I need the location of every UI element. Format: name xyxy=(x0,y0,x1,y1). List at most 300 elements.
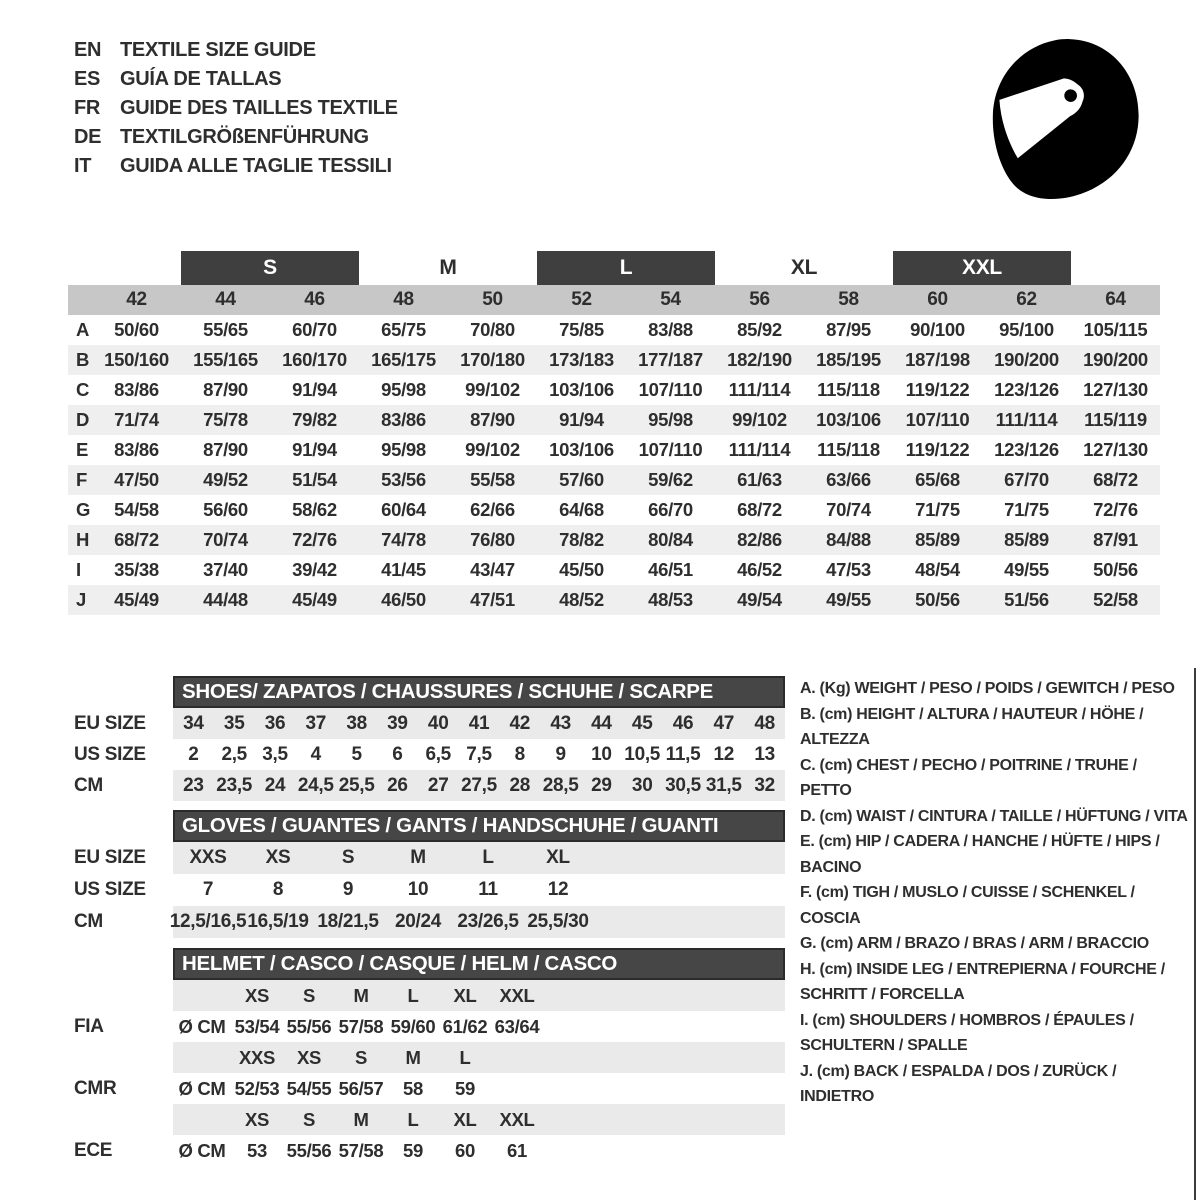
guide-title: GUÍA DE TALLAS xyxy=(120,68,282,90)
gloves-value-band xyxy=(173,874,785,906)
size-column-header: 48 xyxy=(393,289,414,310)
helmet-value-cell: 57/58 xyxy=(338,1015,384,1037)
row-letter: I xyxy=(76,559,81,580)
size-value-cell: 177/187 xyxy=(638,349,703,370)
size-value-cell: 119/122 xyxy=(905,379,970,400)
shoes-value-cell: 27 xyxy=(427,774,449,796)
size-value-cell: 64/68 xyxy=(559,499,604,520)
helmet-size-header: XL xyxy=(453,1108,477,1130)
shoes-row xyxy=(68,770,792,801)
helmet-icon xyxy=(982,32,1144,200)
gloves-row xyxy=(68,842,792,874)
shoes-value-cell: 48 xyxy=(754,712,775,734)
size-value-cell: 47/51 xyxy=(470,589,515,610)
legend-entry: E. (cm) HIP / CADERA / HANCHE / HÜFTE / HIPS / BACINO xyxy=(800,833,1160,876)
size-value-cell: 51/56 xyxy=(1004,589,1049,610)
shoes-value-cell: 47 xyxy=(713,712,735,734)
shoes-value-cell: 2 xyxy=(188,743,199,765)
size-value-cell: 70/80 xyxy=(470,319,515,340)
size-value-cell: 107/110 xyxy=(638,379,703,400)
shoes-value-cell: 4 xyxy=(310,743,321,765)
size-column-header: 42 xyxy=(126,289,147,310)
size-value-cell: 47/53 xyxy=(826,559,871,580)
gloves-value-cell: 7 xyxy=(202,879,214,900)
helmet-size-header: XXL xyxy=(499,984,535,1006)
helmet-value-cell: 52/53 xyxy=(234,1077,280,1099)
language-row xyxy=(74,65,398,94)
guide-title: TEXTILE SIZE GUIDE xyxy=(120,39,316,61)
size-value-cell: 85/92 xyxy=(737,319,782,340)
measurement-legend xyxy=(800,676,1192,1110)
gloves-value-cell: 16,5/19 xyxy=(247,911,309,932)
helmet-value-band xyxy=(173,1011,785,1042)
gloves-value-cell: 25,5/30 xyxy=(527,911,589,932)
size-value-cell: 71/75 xyxy=(915,499,960,520)
size-value-cell: 185/195 xyxy=(816,349,881,370)
shoes-value-cell: 34 xyxy=(183,712,204,734)
legend-entry: C. (cm) CHEST / PECHO / POITRINE / TRUHE / PETTO xyxy=(800,756,1137,799)
table-row xyxy=(68,555,1160,585)
size-value-cell: 155/165 xyxy=(193,349,258,370)
size-value-cell: 127/130 xyxy=(1083,439,1148,460)
size-value-cell: 91/94 xyxy=(292,379,337,400)
size-value-cell: 45/49 xyxy=(292,589,337,610)
size-value-cell: 48/53 xyxy=(648,589,693,610)
row-letter: E xyxy=(76,439,89,460)
helmet-band-spacer xyxy=(68,1104,173,1135)
size-value-cell: 170/180 xyxy=(460,349,525,370)
size-value-cell: 59/62 xyxy=(648,469,693,490)
size-value-cell: 71/74 xyxy=(114,409,159,430)
size-group-row xyxy=(68,251,1160,285)
helmet-size-header: S xyxy=(302,984,316,1006)
helmet-value-band xyxy=(173,1135,785,1166)
row-letter: A xyxy=(76,319,90,340)
diameter-unit-label: Ø CM xyxy=(178,1077,226,1099)
legend-entry: D. (cm) WAIST / CINTURA / TAILLE / HÜFTUNG / VITA xyxy=(800,807,1188,825)
row-letter: B xyxy=(76,349,90,370)
shoes-value-cell: 23 xyxy=(183,774,204,796)
shoes-value-cell: 7,5 xyxy=(466,743,492,765)
size-value-cell: 83/86 xyxy=(381,409,426,430)
size-value-cell: 119/122 xyxy=(905,439,970,460)
page-edge-line xyxy=(1194,668,1196,1200)
guide-title: GUIDE DES TAILLES TEXTILE xyxy=(120,97,398,119)
table-row xyxy=(68,465,1160,495)
size-value-cell: 150/160 xyxy=(104,349,169,370)
helmet-value-cell: 58 xyxy=(403,1077,423,1099)
size-value-cell: 173/183 xyxy=(549,349,614,370)
gloves-value-cell: 10 xyxy=(407,879,429,900)
gloves-value-cell: XL xyxy=(546,847,570,868)
size-column-header: 54 xyxy=(660,289,681,310)
helmet-size-band-row xyxy=(68,1104,792,1135)
size-value-cell: 61/63 xyxy=(737,469,782,490)
helmet-value-cell: 57/58 xyxy=(338,1139,384,1161)
size-value-cell: 46/51 xyxy=(648,559,693,580)
helmet-value-row xyxy=(68,1073,792,1104)
language-code: EN xyxy=(74,39,102,61)
gloves-value-cell: XS xyxy=(265,847,291,868)
size-value-cell: 85/89 xyxy=(1004,529,1049,550)
size-value-cell: 68/72 xyxy=(737,499,782,520)
helmet-size-header: XS xyxy=(244,984,270,1006)
legend-entry: B. (cm) HEIGHT / ALTURA / HAUTEUR / HÖHE / ALTEZZA xyxy=(800,705,1144,748)
size-value-cell: 87/90 xyxy=(203,379,248,400)
gloves-value-cell: L xyxy=(482,847,494,868)
size-value-cell: 68/72 xyxy=(1093,469,1138,490)
shoes-value-cell: 9 xyxy=(555,743,566,765)
helmet-value-cell: 54/55 xyxy=(286,1077,332,1099)
size-number-row xyxy=(68,285,1160,315)
size-value-cell: 111/114 xyxy=(728,439,791,460)
size-value-cell: 43/47 xyxy=(470,559,515,580)
gloves-value-band xyxy=(169,906,785,938)
gloves-value-cell: S xyxy=(341,847,355,868)
helmet-value-cell: 56/57 xyxy=(338,1077,384,1099)
gloves-value-cell: 8 xyxy=(272,879,284,900)
measurement-rows xyxy=(68,315,1160,615)
shoes-row xyxy=(68,708,792,739)
size-value-cell: 123/126 xyxy=(994,379,1059,400)
size-value-cell: 87/91 xyxy=(1093,529,1138,550)
language-row xyxy=(74,123,398,152)
size-column-header: 62 xyxy=(1016,289,1037,310)
size-value-cell: 63/66 xyxy=(826,469,871,490)
size-value-cell: 50/60 xyxy=(114,319,159,340)
gloves-table xyxy=(68,810,792,938)
gloves-row xyxy=(68,906,792,938)
size-value-cell: 91/94 xyxy=(292,439,337,460)
language-code: FR xyxy=(74,97,101,119)
shoes-value-cell: 38 xyxy=(346,712,367,734)
table-row xyxy=(68,585,1160,615)
helmet-size-header: XL xyxy=(453,984,477,1006)
size-value-cell: 44/48 xyxy=(203,589,248,610)
helmet-size-band xyxy=(173,1042,785,1073)
size-value-cell: 115/119 xyxy=(1084,409,1147,430)
guide-title: TEXTILGRÖßENFÜHRUNG xyxy=(120,126,369,148)
size-value-cell: 95/100 xyxy=(999,319,1054,340)
legend-entry: A. (Kg) WEIGHT / PESO / POIDS / GEWITCH / PESO xyxy=(800,680,1175,697)
shoes-row-label: CM xyxy=(74,774,103,796)
diameter-unit-label: Ø CM xyxy=(178,1015,226,1037)
shoes-value-cell: 11,5 xyxy=(665,743,701,765)
helmet-size-band xyxy=(173,980,785,1011)
helmet-table xyxy=(68,948,792,1166)
size-value-cell: 107/110 xyxy=(638,439,703,460)
helmet-size-header: L xyxy=(459,1046,471,1068)
row-letter: J xyxy=(76,589,86,610)
size-value-cell: 165/175 xyxy=(371,349,436,370)
helmet-band-spacer xyxy=(68,1042,173,1073)
size-value-cell: 41/45 xyxy=(381,559,426,580)
size-value-cell: 51/54 xyxy=(292,469,337,490)
helmet-value-row xyxy=(68,1135,792,1166)
helmet-value-cell: 61 xyxy=(507,1139,527,1161)
size-column-header: 64 xyxy=(1105,289,1126,310)
shoes-value-cell: 10,5 xyxy=(624,743,661,765)
size-column-header: 44 xyxy=(215,289,236,310)
size-value-cell: 66/70 xyxy=(648,499,693,520)
helmet-size-header: XXS xyxy=(238,1046,276,1068)
table-row xyxy=(68,495,1160,525)
helmet-size-header: S xyxy=(354,1046,368,1068)
size-value-cell: 87/90 xyxy=(203,439,248,460)
size-value-cell: 47/50 xyxy=(114,469,159,490)
size-value-cell: 111/114 xyxy=(728,379,791,400)
language-row xyxy=(74,152,398,181)
gloves-header-bar: GLOVES / GUANTES / GANTS / HANDSCHUHE / GUANTI xyxy=(173,810,785,842)
shoes-value-cell: 32 xyxy=(754,774,775,796)
helmet-size-band xyxy=(173,1104,785,1135)
helmet-size-header: L xyxy=(407,1108,419,1130)
size-value-cell: 49/54 xyxy=(737,589,782,610)
size-value-cell: 95/98 xyxy=(648,409,693,430)
size-value-cell: 95/98 xyxy=(381,379,426,400)
size-value-cell: 49/52 xyxy=(203,469,248,490)
size-value-cell: 87/90 xyxy=(470,409,515,430)
table-row xyxy=(68,405,1160,435)
language-code: ES xyxy=(74,68,101,90)
size-value-cell: 48/52 xyxy=(559,589,604,610)
helmet-value-cell: 53/54 xyxy=(234,1015,280,1037)
size-value-cell: 123/126 xyxy=(994,439,1059,460)
size-value-cell: 52/58 xyxy=(1093,589,1138,610)
shoes-value-cell: 28 xyxy=(509,774,531,796)
shoes-table xyxy=(68,676,792,801)
shoes-value-cell: 12 xyxy=(713,743,735,765)
size-value-cell: 83/86 xyxy=(114,439,159,460)
shoes-value-cell: 6,5 xyxy=(425,743,451,765)
size-value-cell: 187/198 xyxy=(905,349,970,370)
size-value-cell: 58/62 xyxy=(292,499,337,520)
shoes-value-cell: 43 xyxy=(550,712,571,734)
shoes-value-cell: 46 xyxy=(672,712,694,734)
shoes-value-cell: 2,5 xyxy=(221,743,247,765)
size-value-cell: 62/66 xyxy=(470,499,515,520)
size-column-header: 52 xyxy=(571,289,592,310)
gloves-value-cell: XXS xyxy=(189,847,227,868)
gloves-row-label: EU SIZE xyxy=(74,847,146,868)
table-row xyxy=(68,345,1160,375)
size-value-cell: 45/49 xyxy=(114,589,159,610)
shoes-value-cell: 23,5 xyxy=(216,774,253,796)
size-value-cell: 78/82 xyxy=(559,529,604,550)
size-value-cell: 115/118 xyxy=(817,379,880,400)
size-value-cell: 53/56 xyxy=(381,469,426,490)
shoes-value-cell: 25,5 xyxy=(338,774,375,796)
shoes-value-cell: 31,5 xyxy=(705,774,742,796)
helmet-standard-label: FIA xyxy=(74,1015,104,1037)
helmet-size-header: M xyxy=(353,984,369,1006)
size-value-cell: 190/200 xyxy=(1083,349,1148,370)
size-value-cell: 99/102 xyxy=(465,439,520,460)
shoes-value-cell: 5 xyxy=(351,743,362,765)
row-letter: C xyxy=(76,379,90,400)
size-value-cell: 65/68 xyxy=(915,469,960,490)
size-column-header: 46 xyxy=(304,289,325,310)
row-letter: F xyxy=(76,469,88,490)
helmet-value-cell: 59 xyxy=(455,1077,475,1099)
helmet-value-cell: 59/60 xyxy=(390,1015,436,1037)
size-value-cell: 45/50 xyxy=(559,559,604,580)
size-value-cell: 82/86 xyxy=(737,529,782,550)
shoes-value-band xyxy=(173,739,785,770)
size-value-cell: 87/95 xyxy=(826,319,871,340)
size-value-cell: 60/64 xyxy=(381,499,426,520)
size-value-cell: 91/94 xyxy=(559,409,604,430)
helmet-size-header: M xyxy=(353,1108,369,1130)
helmet-size-header: XXL xyxy=(499,1108,535,1130)
helmet-size-band-row xyxy=(68,1042,792,1073)
size-value-cell: 50/56 xyxy=(1093,559,1138,580)
shoes-value-band xyxy=(173,708,785,739)
shoes-value-cell: 3,5 xyxy=(262,743,288,765)
helmet-size-header: S xyxy=(302,1108,316,1130)
helmet-standard-label: CMR xyxy=(74,1077,117,1099)
shoes-row xyxy=(68,739,792,770)
size-value-cell: 72/76 xyxy=(1093,499,1138,520)
shoes-value-cell: 30 xyxy=(631,774,653,796)
helmet-value-cell: 55/56 xyxy=(286,1139,332,1161)
diameter-unit-label: Ø CM xyxy=(178,1139,226,1161)
shoes-value-cell: 30,5 xyxy=(665,774,701,796)
helmet-value-cell: 53 xyxy=(247,1139,267,1161)
shoes-value-cell: 13 xyxy=(754,743,775,765)
size-value-cell: 48/54 xyxy=(915,559,960,580)
shoes-value-cell: 44 xyxy=(591,712,612,734)
shoes-value-cell: 36 xyxy=(264,712,286,734)
size-value-cell: 84/88 xyxy=(826,529,871,550)
size-value-cell: 75/85 xyxy=(559,319,604,340)
gloves-value-cell: 23/26,5 xyxy=(457,911,519,932)
shoes-value-cell: 35 xyxy=(223,712,245,734)
shoes-value-cell: 24 xyxy=(264,774,286,796)
helmet-value-band xyxy=(173,1073,785,1104)
shoes-value-cell: 27,5 xyxy=(461,774,497,796)
size-value-cell: 65/75 xyxy=(381,319,426,340)
table-row xyxy=(68,315,1160,345)
size-value-cell: 68/72 xyxy=(114,529,159,550)
size-group-xxl: XXL xyxy=(893,251,1071,285)
size-value-cell: 190/200 xyxy=(994,349,1059,370)
row-letter: D xyxy=(76,409,90,430)
guide-title: GUIDA ALLE TAGLIE TESSILI xyxy=(120,155,392,177)
helmet-value-cell: 61/62 xyxy=(442,1015,488,1037)
helmet-header-bar: HELMET / CASCO / CASQUE / HELM / CASCO xyxy=(173,948,785,980)
size-value-cell: 103/106 xyxy=(816,409,881,430)
size-value-cell: 83/86 xyxy=(114,379,159,400)
shoes-value-band xyxy=(173,770,785,801)
helmet-band-spacer xyxy=(68,980,173,1011)
size-value-cell: 67/70 xyxy=(1004,469,1049,490)
gloves-value-cell: 9 xyxy=(342,879,354,900)
gloves-value-cell: 12,5/16,5 xyxy=(169,911,247,932)
helmet-size-header: M xyxy=(405,1046,421,1068)
gloves-value-cell: 11 xyxy=(478,879,498,900)
row-letter: G xyxy=(76,499,91,520)
shoes-value-cell: 24,5 xyxy=(297,774,334,796)
size-group-m: M xyxy=(439,256,457,279)
row-letter: H xyxy=(76,529,90,550)
gloves-row xyxy=(68,874,792,906)
size-value-cell: 85/89 xyxy=(915,529,960,550)
gloves-value-band xyxy=(173,842,785,874)
size-value-cell: 46/50 xyxy=(381,589,426,610)
legend-entry: F. (cm) TIGH / MUSLO / CUISSE / SCHENKEL / COSCIA xyxy=(800,884,1135,927)
size-value-cell: 56/60 xyxy=(203,499,248,520)
size-value-cell: 99/102 xyxy=(465,379,520,400)
size-value-cell: 54/58 xyxy=(114,499,159,520)
shoes-value-cell: 29 xyxy=(591,774,612,796)
size-value-cell: 50/56 xyxy=(915,589,960,610)
size-value-cell: 55/65 xyxy=(203,319,248,340)
table-row xyxy=(68,435,1160,465)
helmet-size-header: XS xyxy=(296,1046,322,1068)
size-group-l: L xyxy=(537,251,715,285)
helmet-value-cell: 59 xyxy=(403,1139,423,1161)
legend-entry: G. (cm) ARM / BRAZO / BRAS / ARM / BRACCIO xyxy=(800,935,1149,952)
gloves-value-cell: 12 xyxy=(547,879,569,900)
language-row xyxy=(74,36,398,65)
size-value-cell: 70/74 xyxy=(826,499,871,520)
shoes-value-cell: 10 xyxy=(591,743,612,765)
legend-entry: J. (cm) BACK / ESPALDA / DOS / ZURÜCK / INDIETRO xyxy=(800,1062,1117,1105)
size-value-cell: 49/55 xyxy=(826,589,871,610)
size-value-cell: 76/80 xyxy=(470,529,515,550)
gloves-value-cell: M xyxy=(410,847,426,868)
legend-entry: I. (cm) SHOULDERS / HOMBROS / ÉPAULES / SCHULTERN / SPALLE xyxy=(800,1011,1134,1054)
size-value-cell: 70/74 xyxy=(203,529,248,550)
size-value-cell: 95/98 xyxy=(381,439,426,460)
legend-entry: H. (cm) INSIDE LEG / ENTREPIERNA / FOURCHE / SCHRITT / FORCELLA xyxy=(800,960,1165,1003)
size-group-s: S xyxy=(181,251,359,285)
size-value-cell: 72/76 xyxy=(292,529,337,550)
size-value-cell: 60/70 xyxy=(292,319,337,340)
language-code: IT xyxy=(74,155,92,177)
shoes-value-cell: 39 xyxy=(387,712,408,734)
size-value-cell: 55/58 xyxy=(470,469,515,490)
size-group-xl: XL xyxy=(790,256,818,279)
language-row xyxy=(74,94,398,123)
shoes-value-cell: 26 xyxy=(387,774,408,796)
size-value-cell: 37/40 xyxy=(203,559,248,580)
size-value-cell: 39/42 xyxy=(292,559,337,580)
size-value-cell: 79/82 xyxy=(292,409,337,430)
size-value-cell: 90/100 xyxy=(910,319,965,340)
size-value-cell: 103/106 xyxy=(549,439,614,460)
shoes-value-cell: 45 xyxy=(631,712,653,734)
language-code: DE xyxy=(74,126,102,148)
helmet-value-cell: 55/56 xyxy=(286,1015,332,1037)
size-value-cell: 182/190 xyxy=(727,349,792,370)
size-value-cell: 46/52 xyxy=(737,559,782,580)
shoes-row-label: US SIZE xyxy=(74,743,146,765)
size-value-cell: 127/130 xyxy=(1083,379,1148,400)
shoes-row-label: EU SIZE xyxy=(74,712,146,734)
size-value-cell: 74/78 xyxy=(381,529,426,550)
size-value-cell: 107/110 xyxy=(905,409,970,430)
helmet-size-header: XS xyxy=(244,1108,270,1130)
size-value-cell: 75/78 xyxy=(203,409,248,430)
table-row xyxy=(68,375,1160,405)
shoes-header-bar: SHOES/ ZAPATOS / CHAUSSURES / SCHUHE / SCARPE xyxy=(173,676,785,708)
size-value-cell: 80/84 xyxy=(648,529,693,550)
shoes-value-cell: 37 xyxy=(305,712,327,734)
helmet-value-cell: 60 xyxy=(455,1139,475,1161)
size-value-cell: 57/60 xyxy=(559,469,604,490)
